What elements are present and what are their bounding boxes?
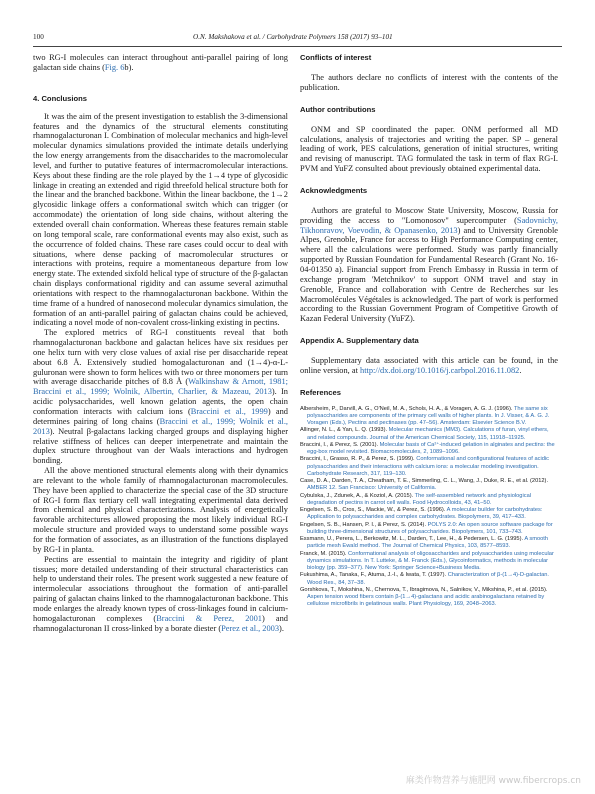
section-heading-acknowledgments: Acknowledgments	[300, 185, 368, 195]
right-column	[300, 53, 558, 609]
section-heading-appendix: Appendix A. Supplementary data	[300, 336, 419, 346]
reference-item: Albersheim, P., Darvill, A. G., O'Neil, M. A., Schols, H. A., & Voragen, A. G. J. (1996). The same six polysaccharides are components of the primary cell walls of higher plants. In J. Visser, & A. G. J. Voragen (Eds.), Pectins and pectinases (pp. 47–56). Amsterdam: Elsevier Science B.V.	[300, 405, 550, 427]
reference-link[interactable]: Molecular basis of Ca²⁺-induced gelation in alginates and pectins: the egg-box model revisited. Biomacromolecules, 2, 1089–1096.	[307, 441, 555, 456]
reference-link[interactable]: The self-assembled network and physiological degradation of pectins in carrot cell walls. Food Hydrocolloids, 43, 41–50.	[307, 492, 531, 506]
reference-item: Essmann, U., Perera, L., Berkowitz, M. L., Darden, T., Lee, H., & Pedersen, L. G. (1995). A smooth particle mesh Ewald method. The Journal of Chemical Physics, 103, 8577–8593.	[300, 536, 549, 550]
citation-link[interactable]: Braccini et al., 1999; Wolnik et al., 2013	[33, 416, 289, 436]
reference-item: Braccini, I., & Perez, S. (2001). Molecular basis of Ca²⁺-induced gelation in alginates and pectins: the egg-box model revisited. Biomacromolecules, 2, 1089–1096.	[300, 441, 555, 456]
reference-list	[300, 406, 558, 609]
site-watermark: 麻类作物营养与施肥网 www.fibercrops.cn	[405, 776, 581, 786]
reference-item: Fukushima, A., Tanaka, F., Atuma, J.-I., & Iwata, T. (1997). Characterization of β-(1→4)-D-galactan. Wood Res., 84, 37–38.	[300, 572, 549, 586]
citation-link[interactable]: Walkinshaw & Arnott, 1981; Braccini et al., 1999; Wolnik, Albertin, Charlier, & Mazeau, 2013	[33, 377, 289, 397]
running-title: O.N. Makshakova et al. / Carbohydrate Polymers 158 (2017) 93–101	[193, 33, 393, 41]
reference-item: Franck, M. (2015). Conformational analysis of oligosaccharides and polysaccharides using molecular dynamics simulations. In T. Lutteke, & M. Franck (Eds.), Glycoinformatics, methods in molecular biology (pp. 359–377). New York: Springer Science+Business Media.	[300, 550, 554, 572]
conclusions-paragraph-3: All the above mentioned structural elements along with their dynamics are relevant to the whole family of rhamnogalacturonan macromolecules. They have been applied to characterize the special case of the 3D structure of RG-I form flax tertiary cell wall integrating experimental data derived from chemical and physical characterizations. Analysis of energetically favorable architectures allowed proposing the most likely individual RG-I molecule structure and provided ways to understand some possible ways for the formation of associates, as an illustration of the functions displayed by RG-I in planta.	[33, 466, 288, 554]
reference-link[interactable]: Aspen tension wood fibers contain β-(1→4)-galactans and acidic arabinogalactans retained by cellulose microfibrils in gelatinous walls. Plant Physiology, 169, 2048–2063.	[307, 594, 545, 608]
reference-link[interactable]: A smooth particle mesh Ewald method. The Journal of Chemical Physics, 103, 8577–8593.	[307, 536, 549, 550]
author-contributions-text: ONM and SP coordinated the paper. ONM performed all MD calculations, analysis of trajectories and writing the paper. SP – general leading of work, PES calculations, generation of initial structures, writing and revising of manuscript. TAG formulated the task in term of flax RG-I. PVM and YuFZ consulted about previously obtained experimental data.	[300, 124, 558, 174]
reference-link[interactable]: Characterization of β-(1→4)-D-galactan. Wood Res., 84, 37–38.	[307, 572, 549, 586]
left-column	[33, 53, 288, 633]
reference-link[interactable]: Conformational analysis of oligosaccharides and polysaccharides using molecular dynamics simulations. In T. Lutteke, & M. Franck (Eds.), Glycoinformatics, methods in molecular biology (pp. 359–377). New York: Springer Science+Business Media.	[307, 550, 554, 572]
section-heading-references: References	[300, 387, 341, 397]
reference-item: Allinger, N. L., & Yan, L. Q. (1993). Molecular mechanics (MM3). Calculations of furan, vinyl ethers, and related compounds. Journal of the American Chemical Society, 115, 11918–11925.	[300, 427, 549, 441]
section-heading-conflicts: Conflicts of interest	[300, 53, 372, 62]
appendix-text: Supplementary data associated with this article can be found, in the online version, at http://dx.doi.org/10.1016/j.carbpol.2016.11.082.	[300, 356, 558, 375]
conclusions-paragraph-4: Pectins are essential to maintain the integrity and rigidity of plant tissues; more detailed understanding of their structural characteristics can help to understand their roles. The present work suggested a new feature of intermolecular associations throughout the formation of anti-parallel pairing of galactan chains linked to the rhamnogalacturonan backbone. This mode enlarges the already known types of cross-linkages found in calcium-homogalacturonan complexes (Braccini & Perez, 2001) and rhamnogalacturonan II cross-linked by a borate diester (Perez et al., 2003).	[33, 554, 288, 633]
reference-link[interactable]: AMBER 12. San Francisco: University of California.	[307, 485, 437, 492]
conflicts-text: The authors declare no conflicts of interest with the contents of the publication.	[300, 73, 558, 92]
doi-link[interactable]: http://dx.doi.org/10.1016/j.carbpol.2016.11.082	[360, 365, 520, 375]
reference-item: Engelsen, S. B., Cros, S., Mackie, W., & Perez, S. (1996). A molecular builder for carbohydrates: Application to polysaccharides and complex carbohydrates. Biopolymers, 39, 417–433.	[300, 507, 543, 521]
intro-paragraph: two RG-I molecules can interact throughout anti-parallel pairing of long galactan side chains (Fig. 6b).	[33, 53, 288, 72]
reference-link[interactable]: Molecular mechanics (MM3). Calculations of furan, vinyl ethers, and related compounds. Journal of the American Chemical Society, 115, 11918–11925.	[307, 427, 549, 441]
header-rule	[33, 46, 562, 47]
reference-item: Engelsen, S. B., Hansen, P. I., & Perez, S. (2014). POLYS 2.0: An open source software package for building three-dimensional structures of polysaccharides. Biopolymers, 101, 733–743.	[300, 521, 553, 535]
conclusions-paragraph-2: The explored metrics of RG-I constituents reveal that both rhamnogalacturonan backbone and galactan helices have six residues per one helix turn with very close values of axial rise per disaccharide repeat about 6.8 Å. Extensively studied homogalacturonan and (1→4)-α-L-guluronan were shown to form helices with two or three monomers per turn with average disaccharide pitches of 8.8 Å (Walkinshaw & Arnott, 1981; Braccini et al., 1999; Wolnik, Albertin, Charlier, & Mazeau, 2013). In acidic polysaccharides, well known gelation agents, the open chain conformation interacts with calcium ions (Braccini et al., 1999) and determines pairing of long chains (Braccini et al., 1999; Wolnik et al., 2013). Neutral β-galactans lacking charged groups and displaying higher relative stiffness of helices can deeper interpenetrate and maintain the duplex structure throughout van der Waals interactions and hydrogen bonding.	[33, 328, 289, 466]
reference-item: Gorshkova, T., Mokshina, N., Chernova, T., Ibragimova, N., Salnikov, V., Mikshina, P., et al. (2015). Aspen tension wood fibers contain β-(1→4)-galactans and acidic arabinogalactans retained by cellulose microfibrils in gelatinous walls. Plant Physiology, 169, 2048–2063.	[300, 586, 548, 608]
reference-item: Braccini, I., Grasso, R. P., & Perez, S. (1999). Conformational and configurational features of acidic polysaccharides and their interactions with calcium ions: a molecular modeling investigation. Carbohydrate Research, 317, 119–130.	[300, 456, 550, 477]
reference-link[interactable]: POLYS 2.0: An open source software package for building three-dimensional structures of polysaccharides. Biopolymers, 101, 733–743.	[307, 521, 553, 535]
figure-link[interactable]: Fig. 6	[104, 62, 125, 72]
citation-link[interactable]: Perez et al., 2003	[221, 623, 280, 633]
acknowledgments-text: Authors are grateful to Moscow State University, Moscow, Russia for providing the access to "Lomonosov" supercomputer (Sadovnichy, Tikhonravov, Voevodin, & Opanasenko, 2013) and to University Grenoble Alpes, Grenoble, France for access to High Performance Computing center, where all the calculations were performed. Study was partly financially supported by Russian Foundation for Fundamental Research (Grant No. 16-04-01350 a). Financial support from French Embassy in Russia in term of exchange program 'Metchnikov' to support ONM travel and stay in Grenoble, France and collaboration with Centre de Recherches sur les Macromolécules Végétales is acknowledged. The part of work is performed according to the Russian Government Program of Competitive Growth of Kazan Federal University (YuFZ).	[300, 205, 558, 324]
reference-item: Cybulska, J., Zdunek, A., & Koziol, A. (2015). The self-assembled network and physiological degradation of pectins in carrot cell walls. Food Hydrocolloids, 43, 41–50.	[300, 492, 531, 506]
conclusions-paragraph-1: It was the aim of the present investigation to establish the 3-dimensional features and the dynamics of the structural elements constituting rhamnogalacturonan I. Combination of molecular mechanics and high-level molecular dynamics simulations provided the intimate details underlying the low energy arrangements from the disaccharides to the macromolecular level, and further to putative features of intermacromolecular interactions. Keys about these finding are the role played by the 1→4 type of glycosidic linkage in creating an extended and rigid threefold helical structure both for the linear and the branched backbone. Within the linear backbone, the 1→2 glycosidic linkage offers a conformational switch which can trigger (or accommodate) the orientation of long side chains, without altering the extended overall chain conformation. Whereas these features remain stable on long temporal scale, rare conformational events may also exist, such as the occurrence of folded chains. These rare cases could occur to deal with situations, where dense packing of macromolecular structures or interactions with proteins, require a momentaneous departure from low energy state. The extended sixfold helical type of structure of the β-galactan chain displays conformational rigidity and can assume several azimuthal orientations with respect to the rhamnogalacturonan backbone. Within the time frame of a hundred of nanosecond molecular dynamics simulation, the formation of an anti-parallel pairing of galactan chains could be achieved, indicating a novel mode of non-covalent cross-linking existing in pectins.	[33, 111, 288, 328]
reference-item: Case, D. A., Darden, T. A., Cheatham, T. E., Simmerling, C. L., Wang, J., Duke, R. E., et al. (2012). AMBER 12. San Francisco: University of California.	[300, 478, 549, 492]
citation-link[interactable]: Braccini & Perez, 2001	[156, 613, 262, 623]
section-heading-author-contributions: Author contributions	[300, 104, 376, 114]
reference-link[interactable]: A molecular builder for carbohydrates: Application to polysaccharides and complex carbohydrates. Biopolymers, 39, 417–433.	[307, 507, 543, 521]
citation-link[interactable]: Sadovnichy, Tikhonravov, Voevodin, & Opanasenko, 2013	[300, 215, 558, 235]
reference-link[interactable]: Conformational and configurational features of acidic polysaccharides and their interactions with calcium ions: a molecular modeling investigation. Carbohydrate Research, 317, 119–130.	[307, 456, 550, 477]
reference-link[interactable]: The same six polysaccharides are components of the primary cell walls of higher plants. In J. Visser, & A. G. J. Voragen (Eds.), Pectins and pectinases (pp. 47–56). Amsterdam: Elsevier Science B.V.	[307, 405, 550, 427]
page-header	[33, 33, 562, 45]
page-number: 100	[33, 33, 44, 41]
citation-link[interactable]: Braccini et al., 1999	[190, 407, 268, 416]
section-heading-conclusions: 4. Conclusions	[33, 93, 88, 103]
